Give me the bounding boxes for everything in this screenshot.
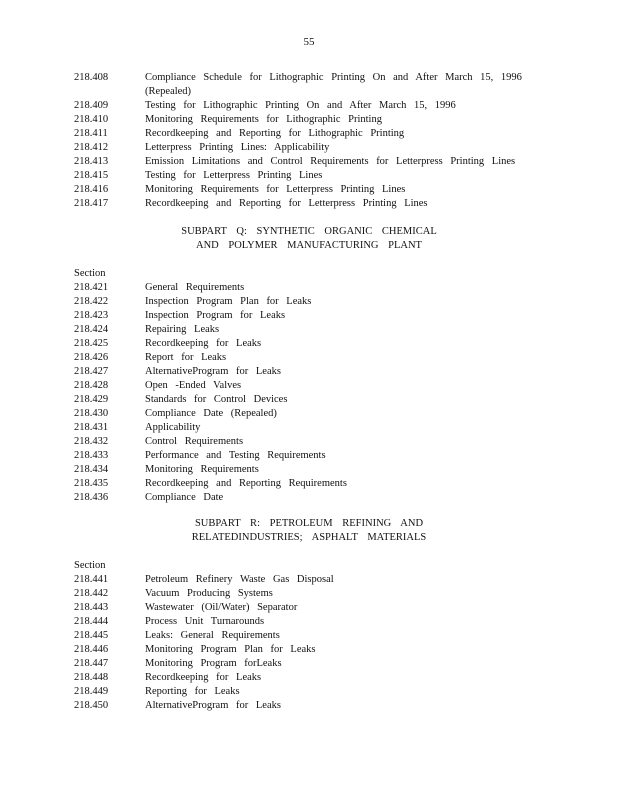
- section-entry: [74, 71, 544, 85]
- section-entry: [74, 601, 544, 615]
- subpart-q-section-list: [74, 267, 544, 505]
- top-section-list: [74, 71, 544, 211]
- section-entry: [74, 449, 544, 463]
- section-entry: [74, 365, 544, 379]
- section-number: 218.411: [74, 128, 108, 139]
- section-number: 218.442: [74, 588, 109, 599]
- section-entry: [74, 183, 544, 197]
- section-title: Control Requirements: [145, 436, 244, 447]
- section-title: General Requirements: [145, 282, 245, 293]
- section-number: 218.435: [74, 478, 109, 489]
- section-title: Process Unit Turnarounds: [145, 616, 265, 627]
- section-entry: [74, 323, 544, 337]
- section-entry: [74, 99, 544, 113]
- section-title-continuation: (Repealed): [145, 86, 192, 97]
- section-title: Applicability: [145, 422, 201, 433]
- section-title: Standards for Control Devices: [145, 394, 288, 405]
- section-entry: [74, 155, 544, 169]
- subpart-heading-line: AND POLYMER MANUFACTURING PLANT: [196, 240, 422, 251]
- subpart-heading-line: RELATEDINDUSTRIES; ASPHALT MATERIALS: [191, 532, 427, 543]
- section-title: Compliance Date (Repealed): [145, 408, 277, 419]
- section-number: 218.408: [74, 72, 109, 83]
- section-title: Reporting for Leaks: [145, 686, 240, 697]
- section-title: Letterpress Printing Lines: Applicability: [145, 142, 330, 153]
- section-number: 218.422: [74, 296, 109, 307]
- section-column-label: Section: [74, 268, 106, 279]
- section-title: Wastewater (Oil/Water) Separator: [145, 602, 298, 613]
- section-title: Emission Limitations and Control Requirements for Letterpress Printing Lines: [145, 156, 516, 167]
- section-title: Leaks: General Requirements: [145, 630, 280, 641]
- section-entry: [74, 573, 544, 587]
- section-title: Report for Leaks: [145, 352, 227, 363]
- section-entry: [74, 421, 544, 435]
- section-number: 218.447: [74, 658, 109, 669]
- section-title: Compliance Date: [145, 492, 224, 503]
- section-number: 218.421: [74, 282, 109, 293]
- section-entry: [74, 435, 544, 449]
- section-entry: [74, 491, 544, 505]
- section-title: Inspection Program Plan for Leaks: [145, 296, 312, 307]
- section-title: Testing for Letterpress Printing Lines: [145, 170, 323, 181]
- section-entry: [74, 393, 544, 407]
- section-number: 218.449: [74, 686, 109, 697]
- section-title: Recordkeeping for Leaks: [145, 672, 262, 683]
- subpart-r-heading: [0, 517, 618, 545]
- section-title: Monitoring Program forLeaks: [145, 658, 282, 669]
- section-number: 218.434: [74, 464, 109, 475]
- section-entry: [74, 295, 544, 309]
- section-title: Monitoring Program Plan for Leaks: [145, 644, 316, 655]
- section-title: AlternativeProgram for Leaks: [145, 366, 281, 377]
- section-column-label: Section: [74, 560, 106, 571]
- section-title: Testing for Lithographic Printing On and After March 15, 1996: [145, 100, 456, 111]
- section-number: 218.410: [74, 114, 109, 125]
- section-title: Monitoring Requirements for Lithographic Printing: [145, 114, 382, 125]
- section-entry: [74, 699, 544, 713]
- section-entry: [74, 169, 544, 183]
- section-entry: [74, 197, 544, 211]
- section-title: Repairing Leaks: [145, 324, 220, 335]
- section-number: 218.409: [74, 100, 109, 111]
- section-entry: [74, 587, 544, 601]
- subpart-heading-line: SUBPART Q: SYNTHETIC ORGANIC CHEMICAL: [181, 226, 437, 237]
- section-title: Recordkeeping and Reporting for Lithographic Printing: [145, 128, 405, 139]
- section-number: 218.416: [74, 184, 109, 195]
- section-title: Performance and Testing Requirements: [145, 450, 326, 461]
- section-entry: [74, 615, 544, 629]
- section-title: AlternativeProgram for Leaks: [145, 700, 281, 711]
- section-number: 218.444: [74, 616, 109, 627]
- section-entry: [74, 407, 544, 421]
- section-entry: [74, 141, 544, 155]
- section-entry: [74, 657, 544, 671]
- section-number: 218.446: [74, 644, 109, 655]
- section-number: 218.428: [74, 380, 109, 391]
- section-entry: [74, 643, 544, 657]
- section-entry: [74, 379, 544, 393]
- section-entry: [74, 671, 544, 685]
- section-title: Petroleum Refinery Waste Gas Disposal: [145, 574, 334, 585]
- section-entry: [74, 351, 544, 365]
- page-number: 55: [303, 36, 315, 48]
- section-title: Recordkeeping and Reporting for Letterpress Printing Lines: [145, 198, 428, 209]
- section-title: Compliance Schedule for Lithographic Printing On and After March 15, 1996: [145, 72, 522, 83]
- section-number: 218.412: [74, 142, 109, 153]
- section-number: 218.429: [74, 394, 109, 405]
- section-title: Monitoring Requirements for Letterpress Printing Lines: [145, 184, 406, 195]
- section-title: Inspection Program for Leaks: [145, 310, 286, 321]
- subpart-q-heading: [0, 225, 618, 253]
- section-number: 218.426: [74, 352, 109, 363]
- section-number: 218.430: [74, 408, 109, 419]
- section-number: 218.450: [74, 700, 109, 711]
- section-number: 218.415: [74, 170, 109, 181]
- section-entry-continuation: [74, 85, 544, 99]
- section-entry: [74, 685, 544, 699]
- subpart-heading-line: SUBPART R: PETROLEUM REFINING AND: [194, 518, 424, 529]
- section-entry: [74, 477, 544, 491]
- section-entry: [74, 127, 544, 141]
- section-number: 218.424: [74, 324, 109, 335]
- section-number: 218.413: [74, 156, 109, 167]
- section-number: 218.436: [74, 492, 109, 503]
- section-title: Monitoring Requirements: [145, 464, 259, 475]
- section-title: Recordkeeping for Leaks: [145, 338, 262, 349]
- section-number: 218.443: [74, 602, 109, 613]
- section-title: Open -Ended Valves: [145, 380, 242, 391]
- section-entry: [74, 309, 544, 323]
- section-number: 218.423: [74, 310, 109, 321]
- section-entry: [74, 463, 544, 477]
- section-entry: [74, 629, 544, 643]
- section-number: 218.433: [74, 450, 109, 461]
- section-title: Recordkeeping and Reporting Requirements: [145, 478, 347, 489]
- section-number: 218.448: [74, 672, 109, 683]
- section-number: 218.441: [74, 574, 109, 585]
- section-number: 218.427: [74, 366, 109, 377]
- section-number: 218.445: [74, 630, 109, 641]
- section-number: 218.432: [74, 436, 109, 447]
- section-entry: [74, 281, 544, 295]
- section-number: 218.431: [74, 422, 109, 433]
- section-number: 218.417: [74, 198, 109, 209]
- section-entry: [74, 337, 544, 351]
- section-title: Vacuum Producing Systems: [145, 588, 273, 599]
- section-entry: [74, 113, 544, 127]
- section-number: 218.425: [74, 338, 109, 349]
- subpart-r-section-list: [74, 559, 544, 713]
